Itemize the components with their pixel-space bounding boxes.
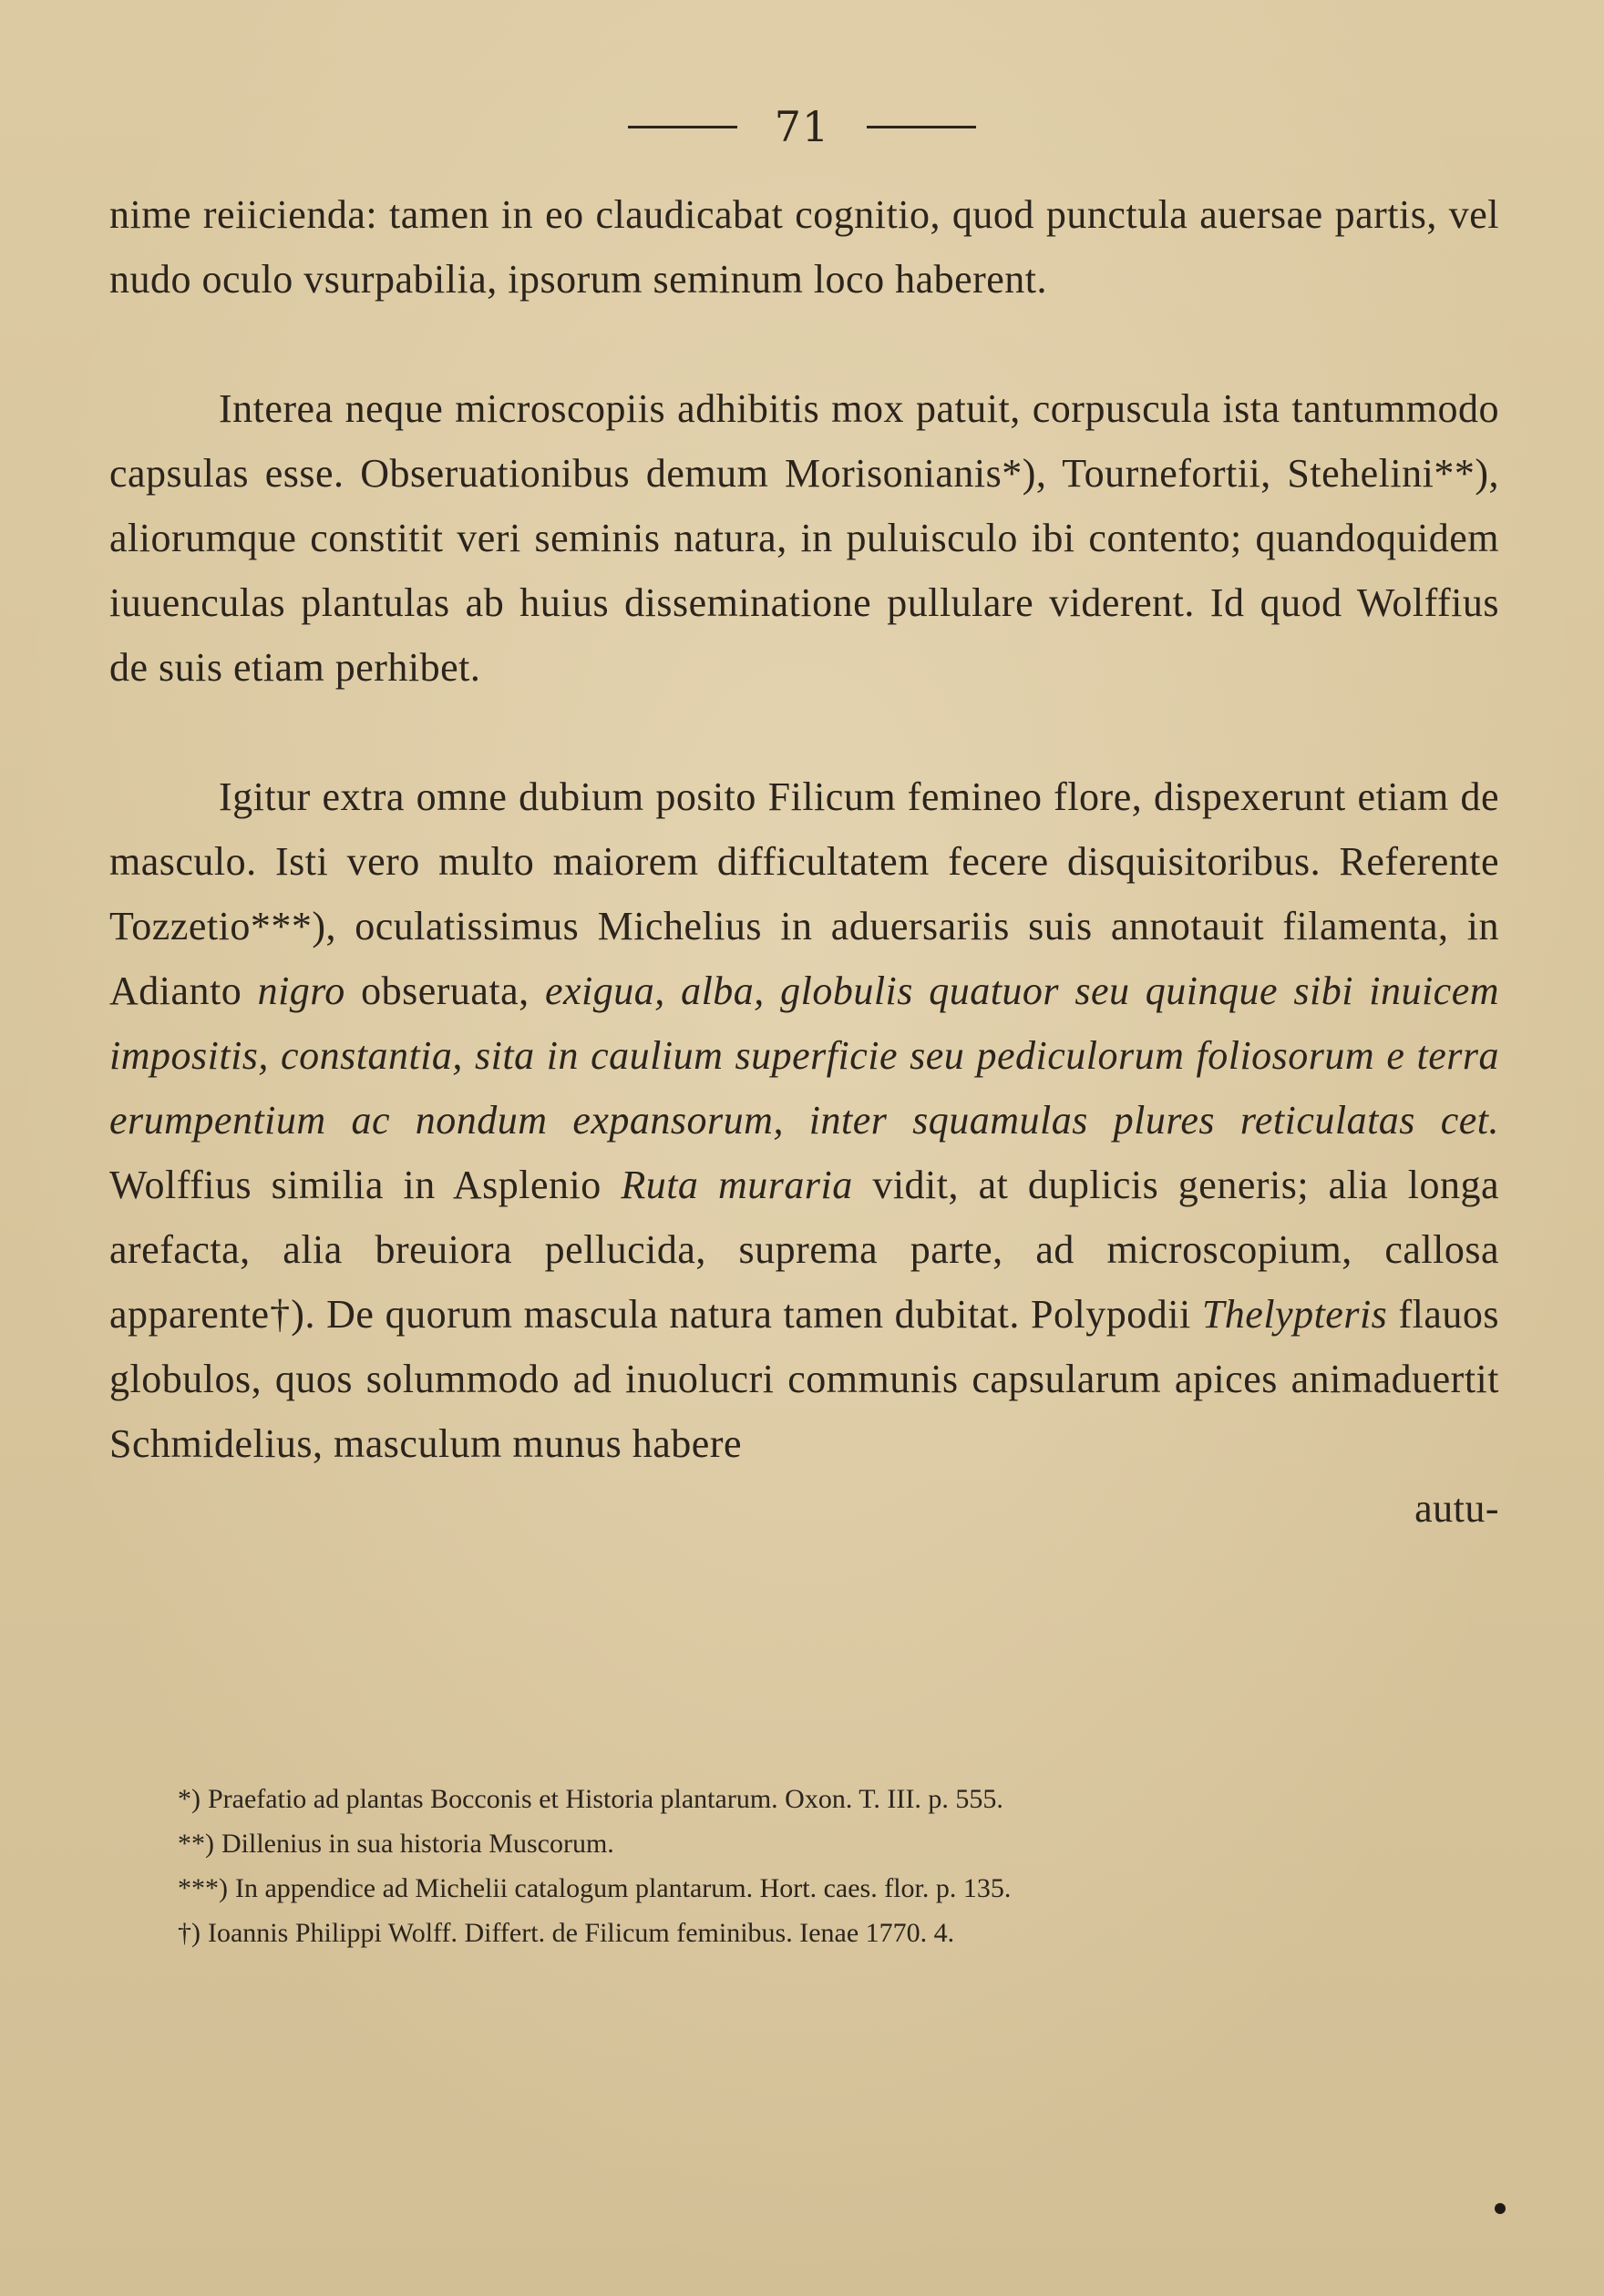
page-header [0, 102, 1604, 157]
paragraph-3-text: flauos globulos, quos solummodo ad inuolucri communis capsularum apices animaduertit Schmidelius, masculum munus habere [109, 1292, 1499, 1466]
footnote-3 [178, 1866, 1472, 1911]
footnote-2 [178, 1821, 1472, 1866]
footnote-text: Ioannis Philippi Wolff. Differt. de Filicum feminibus. Ienae 1770. 4. [208, 1918, 955, 1948]
paragraph-3-text: Igitur extra omne dubium posito Filicum femineo flore, dispexerunt etiam de masculo. Isti vero multo maiorem difficultatem fecere disquisitoribus. Referente Tozzetio***), oculatissimus Michelius in aduersariis suis annotauit filamenta, in Adianto [109, 774, 1499, 1013]
footnote-mark: *) [178, 1784, 200, 1814]
footnote-mark: ***) [178, 1873, 228, 1903]
paragraph-2 [109, 376, 1499, 700]
michelius-quotation: exigua, alba, globulis quatuor seu quinque sibi inuicem impositis, constantia, sita in caulium superficie seu pediculorum foliosorum e terra erumpentium ac nondum expansorum, inter squamulas plures reticulatas cet. [109, 969, 1499, 1143]
footnote-1 [178, 1777, 1472, 1821]
paragraph-3-text: Wolffius similia in Asplenio [109, 1163, 622, 1207]
footnote-text: Praefatio ad plantas Bocconis et Historia plantarum. Oxon. T. III. p. 555. [208, 1784, 1003, 1814]
ink-spot [1495, 2203, 1506, 2214]
species-name-ruta-muraria: Ruta muraria [621, 1163, 853, 1207]
footnote-mark: †) [178, 1918, 200, 1948]
paragraph-3 [109, 764, 1499, 1476]
footnote-text: Dillenius in sua historia Muscorum. [221, 1829, 614, 1859]
paragraph-1-text: nime reiicienda: tamen in eo claudicabat cognitio, quod punctula auersae partis, vel nudo oculo vsurpabilia, ipsorum seminum loco haberent. [109, 192, 1499, 302]
paragraph-2-text: Interea neque microscopiis adhibitis mox patuit, corpuscula ista tantummodo capsulas esse. Obseruationibus demum Morisonianis*), Tournefortii, Stehelini**), aliorumque constitit veri seminis natura, in puluisculo ibi contento; quandoquidem iuuenculas plantulas ab huius disseminatione pullulare viderent. Id quod Wolffius de suis etiam perhibet. [109, 386, 1499, 690]
species-name-thelypteris: Thelypteris [1201, 1292, 1388, 1337]
paragraph-3-text: obseruata, [344, 969, 545, 1013]
footnote-mark: **) [178, 1829, 214, 1859]
header-rule-right [867, 126, 976, 128]
paragraph-1 [109, 182, 1499, 312]
header-rule-left [628, 126, 737, 128]
species-name-nigro: nigro [257, 969, 345, 1013]
body-text [109, 182, 1499, 1541]
page-number: 71 [774, 102, 830, 151]
paragraph-3-text: vidit, at duplicis generis; alia longa arefacta, alia breuiora pellucida, suprema parte, ad microscopium, callosa apparente†). De quorum mascula natura tamen dubitat. Polypodii [109, 1163, 1499, 1337]
footnotes [178, 1777, 1472, 1955]
catchword: autu- [1414, 1486, 1499, 1531]
footnote-text: In appendice ad Michelii catalogum plantarum. Hort. caes. flor. p. 135. [235, 1873, 1012, 1903]
footnote-4 [178, 1911, 1472, 1955]
